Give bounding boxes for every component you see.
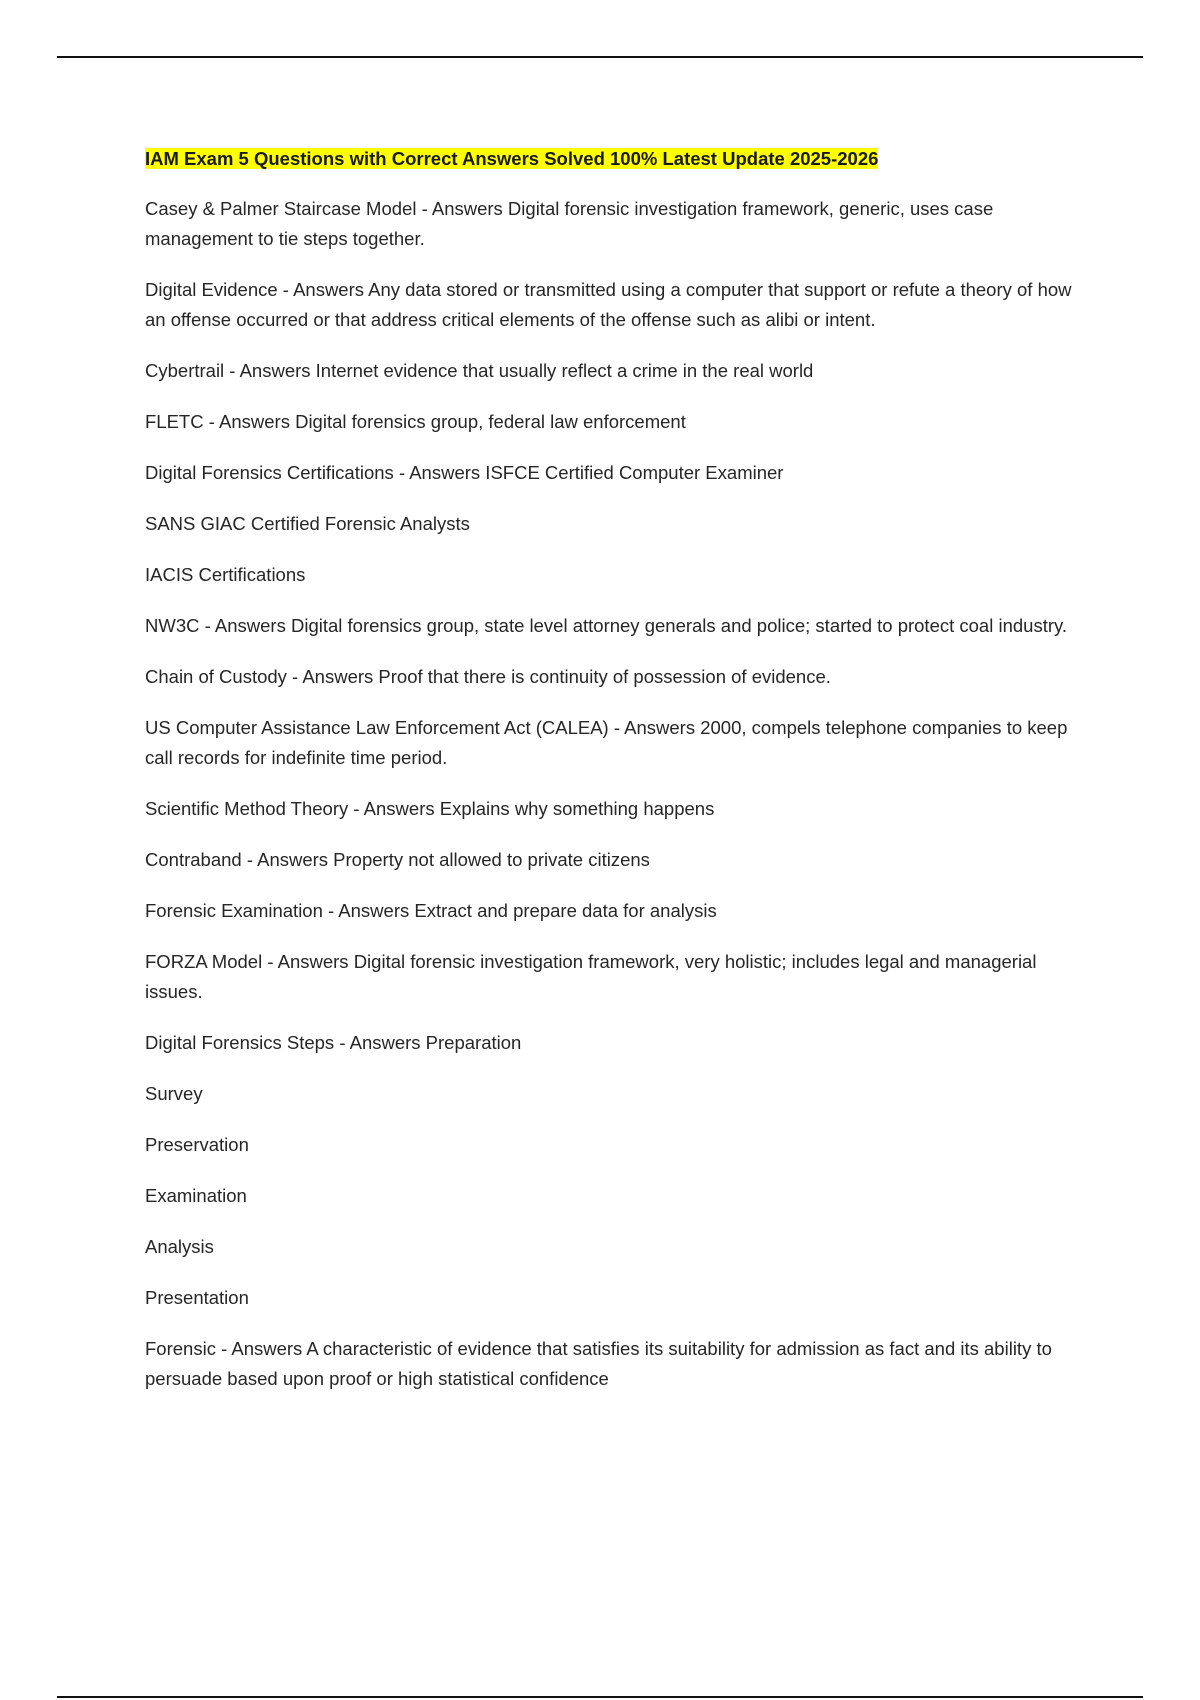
qa-entry-cybertrail: Cybertrail - Answers Internet evidence that usually reflect a crime in the real world xyxy=(145,360,814,381)
qa-entry-digital-evidence: Digital Evidence - Answers Any data stored or transmitted using a computer that support or refute a theory of how an offense occurred or that address critical elements of the offense such as alibi or intent. xyxy=(145,279,1072,330)
document-body xyxy=(145,144,1095,1415)
qa-entry-forensics-steps: Digital Forensics Steps - Answers Preparation xyxy=(145,1032,522,1053)
document-title xyxy=(145,144,1095,174)
qa-entry-casey-palmer: Casey & Palmer Staircase Model - Answers Digital forensic investigation framework, generic, uses case management to tie steps together. xyxy=(145,198,994,249)
list-item-presentation: Presentation xyxy=(145,1287,249,1308)
qa-entry-forensic: Forensic - Answers A characteristic of evidence that satisfies its suitability for admission as fact and its ability to persuade based upon proof or high statistical confidence xyxy=(145,1338,1052,1389)
list-item-analysis: Analysis xyxy=(145,1236,214,1257)
qa-entry-fletc: FLETC - Answers Digital forensics group, federal law enforcement xyxy=(145,411,686,432)
list-item-iacis: IACIS Certifications xyxy=(145,564,306,585)
header-rule xyxy=(57,56,1143,58)
list-item-examination: Examination xyxy=(145,1185,247,1206)
footer-rule xyxy=(57,1696,1143,1698)
qa-entry-scientific-method: Scientific Method Theory - Answers Explains why something happens xyxy=(145,798,715,819)
list-item-preservation: Preservation xyxy=(145,1134,249,1155)
qa-entry-certifications: Digital Forensics Certifications - Answers ISFCE Certified Computer Examiner xyxy=(145,462,784,483)
qa-entry-forza-model: FORZA Model - Answers Digital forensic investigation framework, very holistic; includes legal and managerial issues. xyxy=(145,951,1037,1002)
list-item-survey: Survey xyxy=(145,1083,203,1104)
qa-entry-chain-of-custody: Chain of Custody - Answers Proof that there is continuity of possession of evidence. xyxy=(145,666,831,687)
list-item-sans-giac: SANS GIAC Certified Forensic Analysts xyxy=(145,513,470,534)
qa-entry-nw3c: NW3C - Answers Digital forensics group, state level attorney generals and police; started to protect coal industry. xyxy=(145,615,1068,636)
document-title-text: IAM Exam 5 Questions with Correct Answers Solved 100% Latest Update 2025-2026 xyxy=(145,148,879,169)
qa-entry-contraband: Contraband - Answers Property not allowed to private citizens xyxy=(145,849,650,870)
qa-entry-forensic-examination: Forensic Examination - Answers Extract and prepare data for analysis xyxy=(145,900,717,921)
qa-entry-calea: US Computer Assistance Law Enforcement Act (CALEA) - Answers 2000, compels telephone companies to keep call records for indefinite time period. xyxy=(145,717,1068,768)
